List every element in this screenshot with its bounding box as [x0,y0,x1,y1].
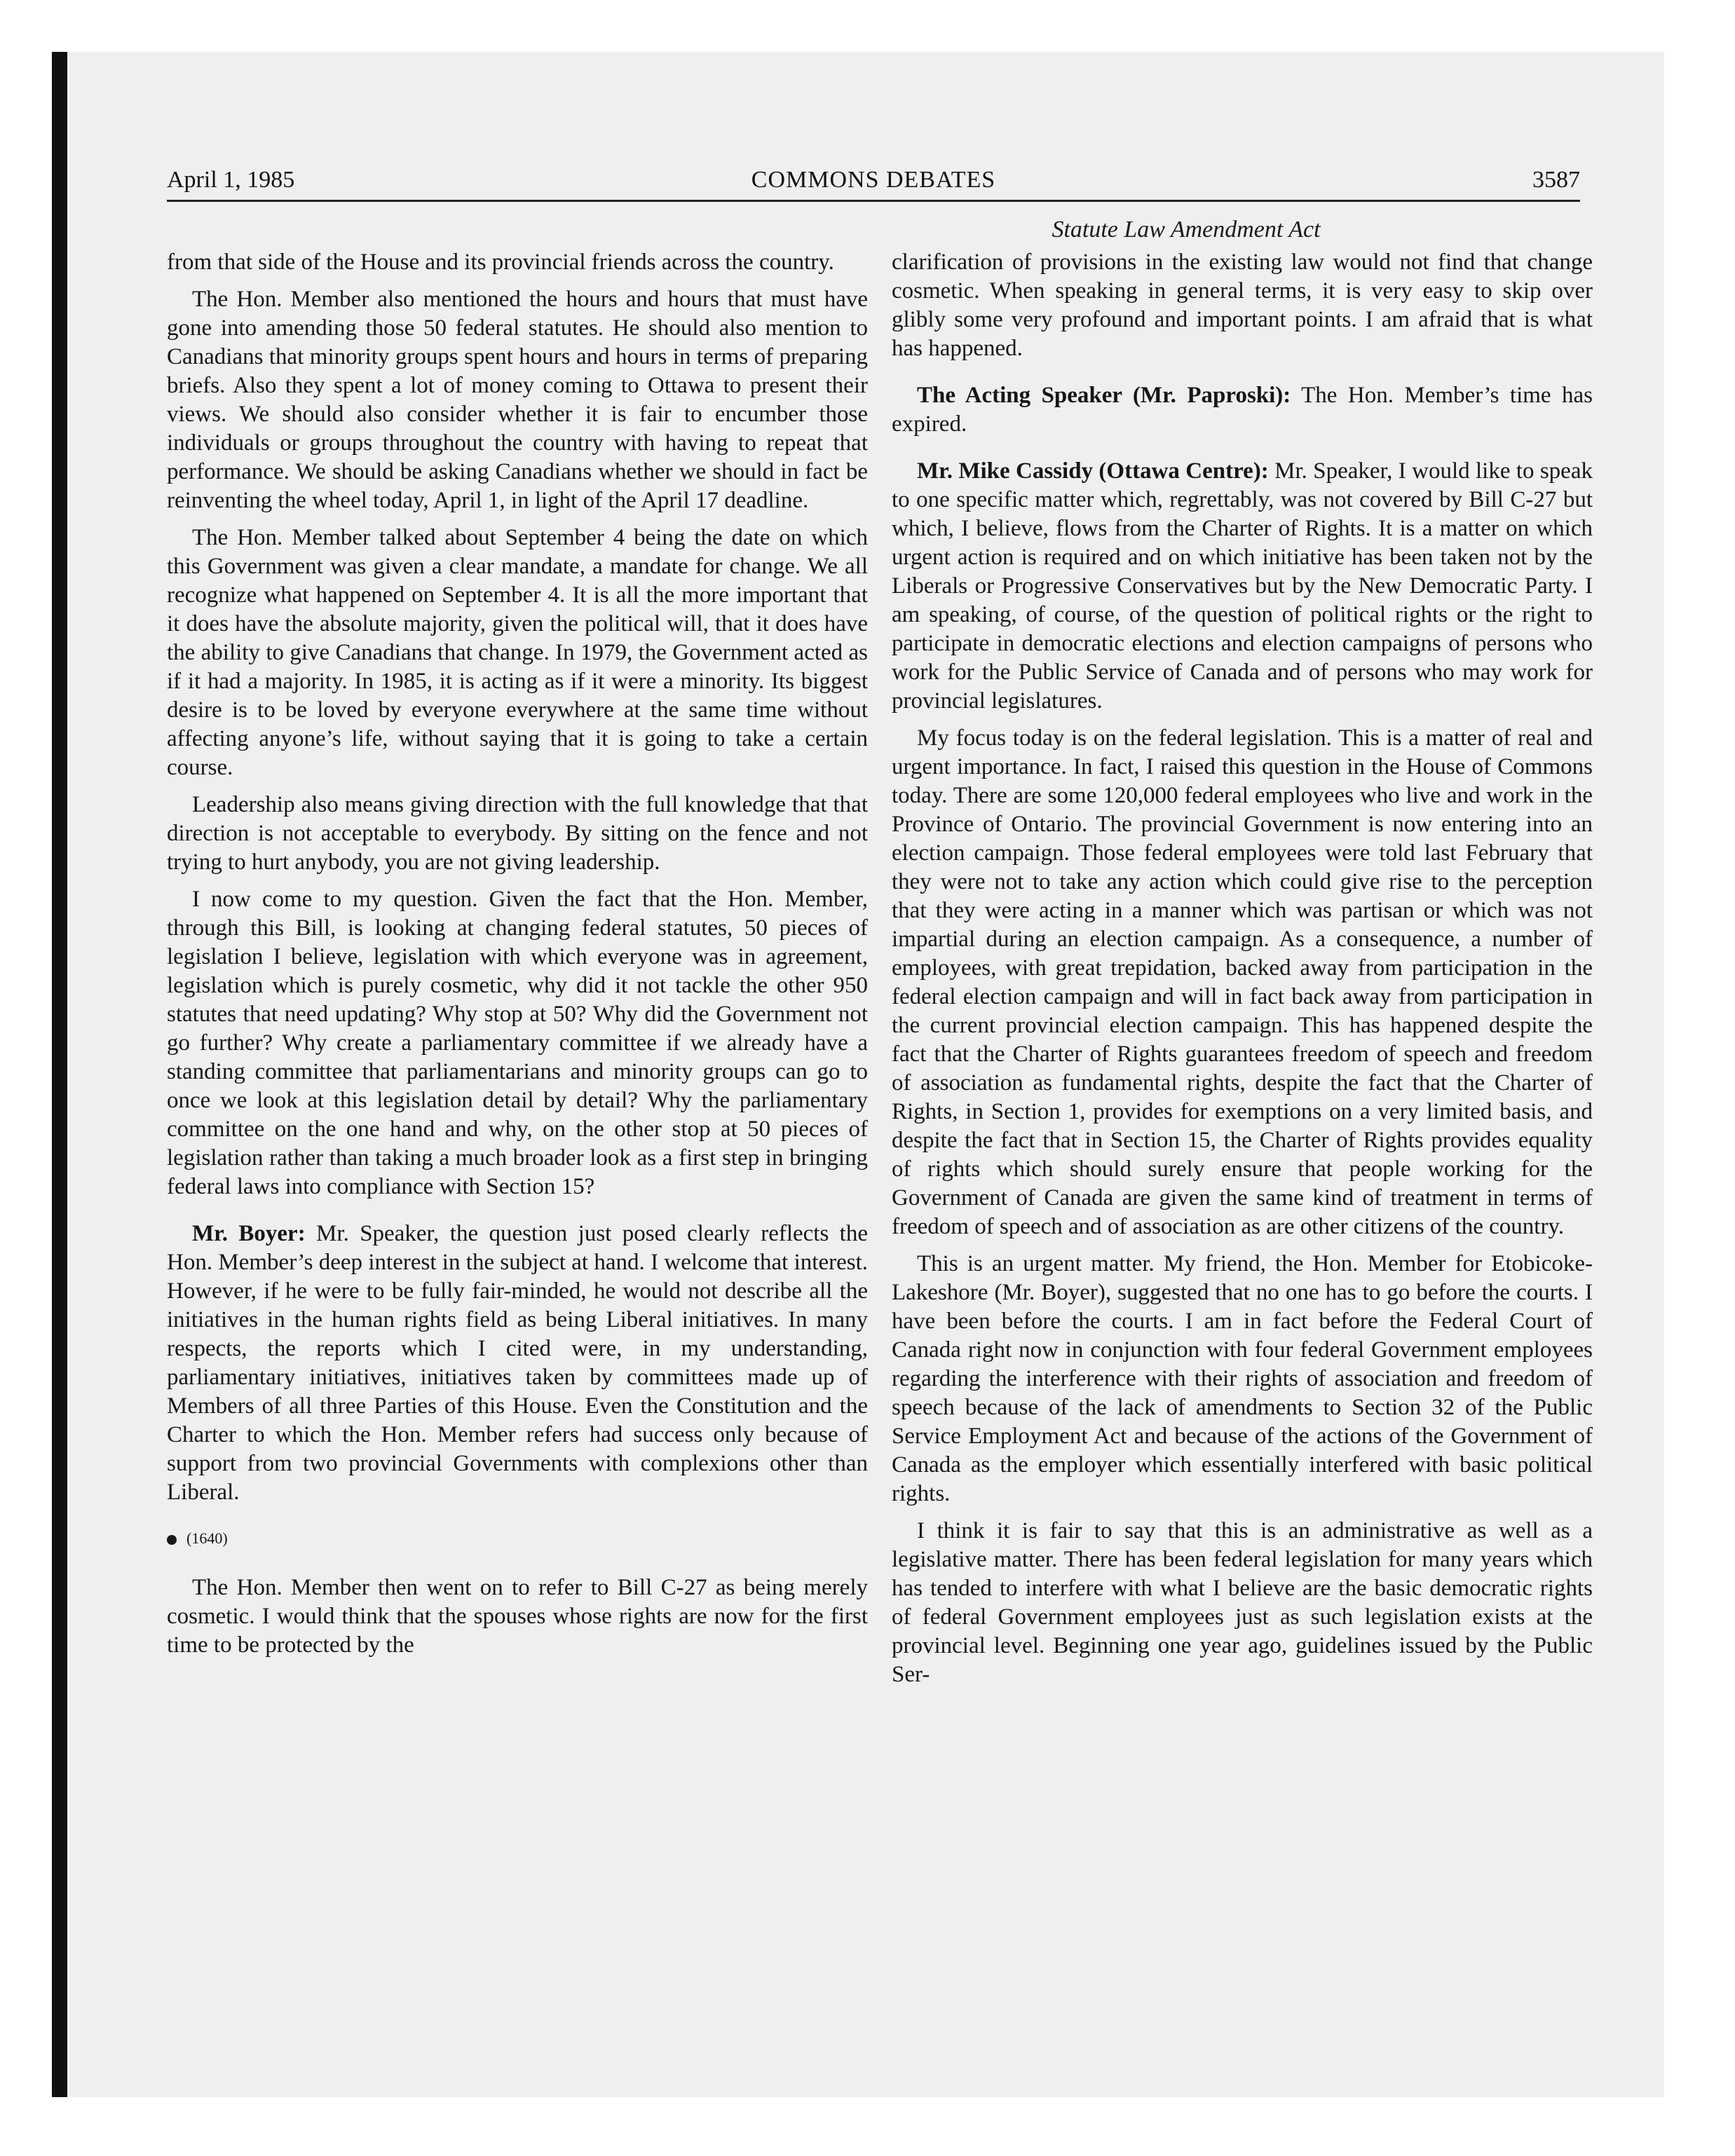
speech-text: Mr. Speaker, I would like to speak to one specific matter which, regrettably, was not covered by Bill C-27 but which, I believe, flows from the Charter of Rights. It is a matter on which urgent action is required and on which initiative has been taken not by the Liberals or Progressive Conservatives but by the New Democratic Party. I am speaking, of course, of the question of political rights or the right to participate in democratic elections and election campaigns of persons who work for the Public Service of Canada and of persons who may work for provincial legislatures. [892,458,1593,714]
header-publication: COMMONS DEBATES [751,167,996,193]
paragraph: My focus today is on the federal legislation. This is a matter of real and urgent importance. In fact, I raised this question in the House of Commons today. There are some 120,000 federal employees who live and work in the Province of Ontario. The provincial Government is now entering into an election campaign. Those federal employees were told last February that they were not to take any action which could give rise to the perception that they were acting in a manner which was partisan or which was not impartial during an election campaign. As a consequence, a number of employees, with great trepidation, backed away from participation in the federal election campaign and will in fact back away from participation in the current provincial election campaign. This has happened despite the fact that the Charter of Rights guarantees freedom of speech and freedom of association as fundamental rights, despite the fact that the Charter of Rights, in Section 1, provides for exemptions on a very limited basis, and despite the fact that in Section 15, the Charter of Rights provides equality of rights which should surely ensure that people working for the Government of Canada are given the same kind of treatment in terms of freedom of speech and of association as are other citizens of the country. [892,725,1593,1239]
speaker-name: Mr. Mike Cassidy (Ottawa Centre): [917,458,1269,484]
paragraph: The Hon. Member also mentioned the hours and hours that must have gone into amending those 50 federal statutes. He should also mention to Canadians that minority groups spent hours and hours in terms of preparing briefs. Also they spent a lot of money coming to Ottawa to present their views. We should also consider whether it is fair to encumber those individuals or groups throughout the country with having to repeat that performance. We should be asking Canadians whether we should in fact be reinventing the wheel today, April 1, in light of the April 17 deadline. [167,287,868,513]
time-marker [167,1524,868,1553]
header-date: April 1, 1985 [167,167,295,193]
speech-text: Mr. Speaker, the question just posed clearly reflects the Hon. Member’s deep interest in the subject at hand. I welcome that interest. However, if he were to be fully fair-minded, he would not describe all the initiatives in the human rights field as being Liberal initiatives. In many respects, the reports which I cited were, in my understanding, parliamentary initiatives, initiatives taken by committees made up of Members of all three Parties of this House. Even the Constitution and the Charter to which the Hon. Member refers had success only because of support from two provincial Governments with complexions other than Liberal. [167,1221,868,1505]
speech-cassidy [892,457,1593,716]
left-column [167,248,868,1668]
right-column [892,248,1593,1698]
paragraph: This is an urgent matter. My friend, the Hon. Member for Etobicoke-Lakeshore (Mr. Boyer), suggested that no one has to go before the courts. I have been before the courts. I am in fact before the Federal Court of Canada right now in conjunction with four federal Government employees regarding the interference with their rights of association and freedom of speech because of the lack of amendments to Section 32 of the Public Service Employment Act and because of the actions of the Government of Canada as the employer which essentially interfered with basic political rights. [892,1251,1593,1506]
speech-boyer [167,1220,868,1507]
speaker-name: The Acting Speaker (Mr. Paproski): [917,383,1291,408]
section-title: Statute Law Amendment Act [1052,217,1321,243]
paragraph: The Hon. Member talked about September 4 being the date on which this Government was given a clear mandate, a mandate for change. We all recognize what happened on September 4. It is all the more important that it does have the absolute majority, given the political will, that it does have the ability to give Canadians that change. In 1979, the Government acted as if it had a majority. In 1985, it is acting as if it were a minority. Its biggest desire is to be loved by everyone everywhere at the same time without affecting anyone’s life, without saying that it is going to take a certain course. [167,525,868,780]
paragraph: I think it is fair to say that this is an administrative as well as a legislative matter. There has been federal legislation for many years which has tended to interfere with what I believe are the basic democratic rights of federal Government employees just as such legislation exists at the provincial level. Beginning one year ago, guidelines issued by the Public Ser- [892,1518,1593,1687]
running-header [167,166,1580,202]
speech-acting-speaker [892,381,1593,439]
paragraph: clarification of provisions in the existing law would not find that change cosmetic. When speaking in general terms, it is very easy to skip over glibly some very profound and important points. I am afraid that is what has happened. [892,250,1593,361]
paragraph: I now come to my question. Given the fact that the Hon. Member, through this Bill, is looking at changing federal statutes, 50 pieces of legislation I believe, legislation with which everyone was in agreement, legislation which is purely cosmetic, why did it not tackle the other 950 statutes that need updating? Why stop at 50? Why did the Government not go further? Why create a parliamentary committee if we already have a standing committee that parliamentarians and minority groups can go to once we look at this legislation detail by detail? Why the parliamentary committee on the one hand and why, on the other stop at 50 pieces of legislation rather than taking a much broader look as a first step in bringing federal laws into compliance with Section 15? [167,887,868,1199]
bullet-icon [167,1535,177,1545]
speech-text: The Hon. Member’s time has expired. [892,383,1593,437]
paragraph: The Hon. Member then went on to refer to Bill C-27 as being merely cosmetic. I would think that the spouses whose rights are now for the first time to be protected by the [167,1575,868,1658]
scanned-page [52,52,1664,2097]
speaker-name: Mr. Boyer: [192,1221,306,1246]
time-marker-label: (1640) [186,1529,228,1547]
paragraph: from that side of the House and its provincial friends across the country. [167,250,834,275]
paragraph: Leadership also means giving direction with the full knowledge that that direction is not acceptable to everybody. By sitting on the fence and not trying to hurt anybody, you are not giving leadership. [167,792,868,875]
header-page-number: 3587 [1532,167,1580,193]
